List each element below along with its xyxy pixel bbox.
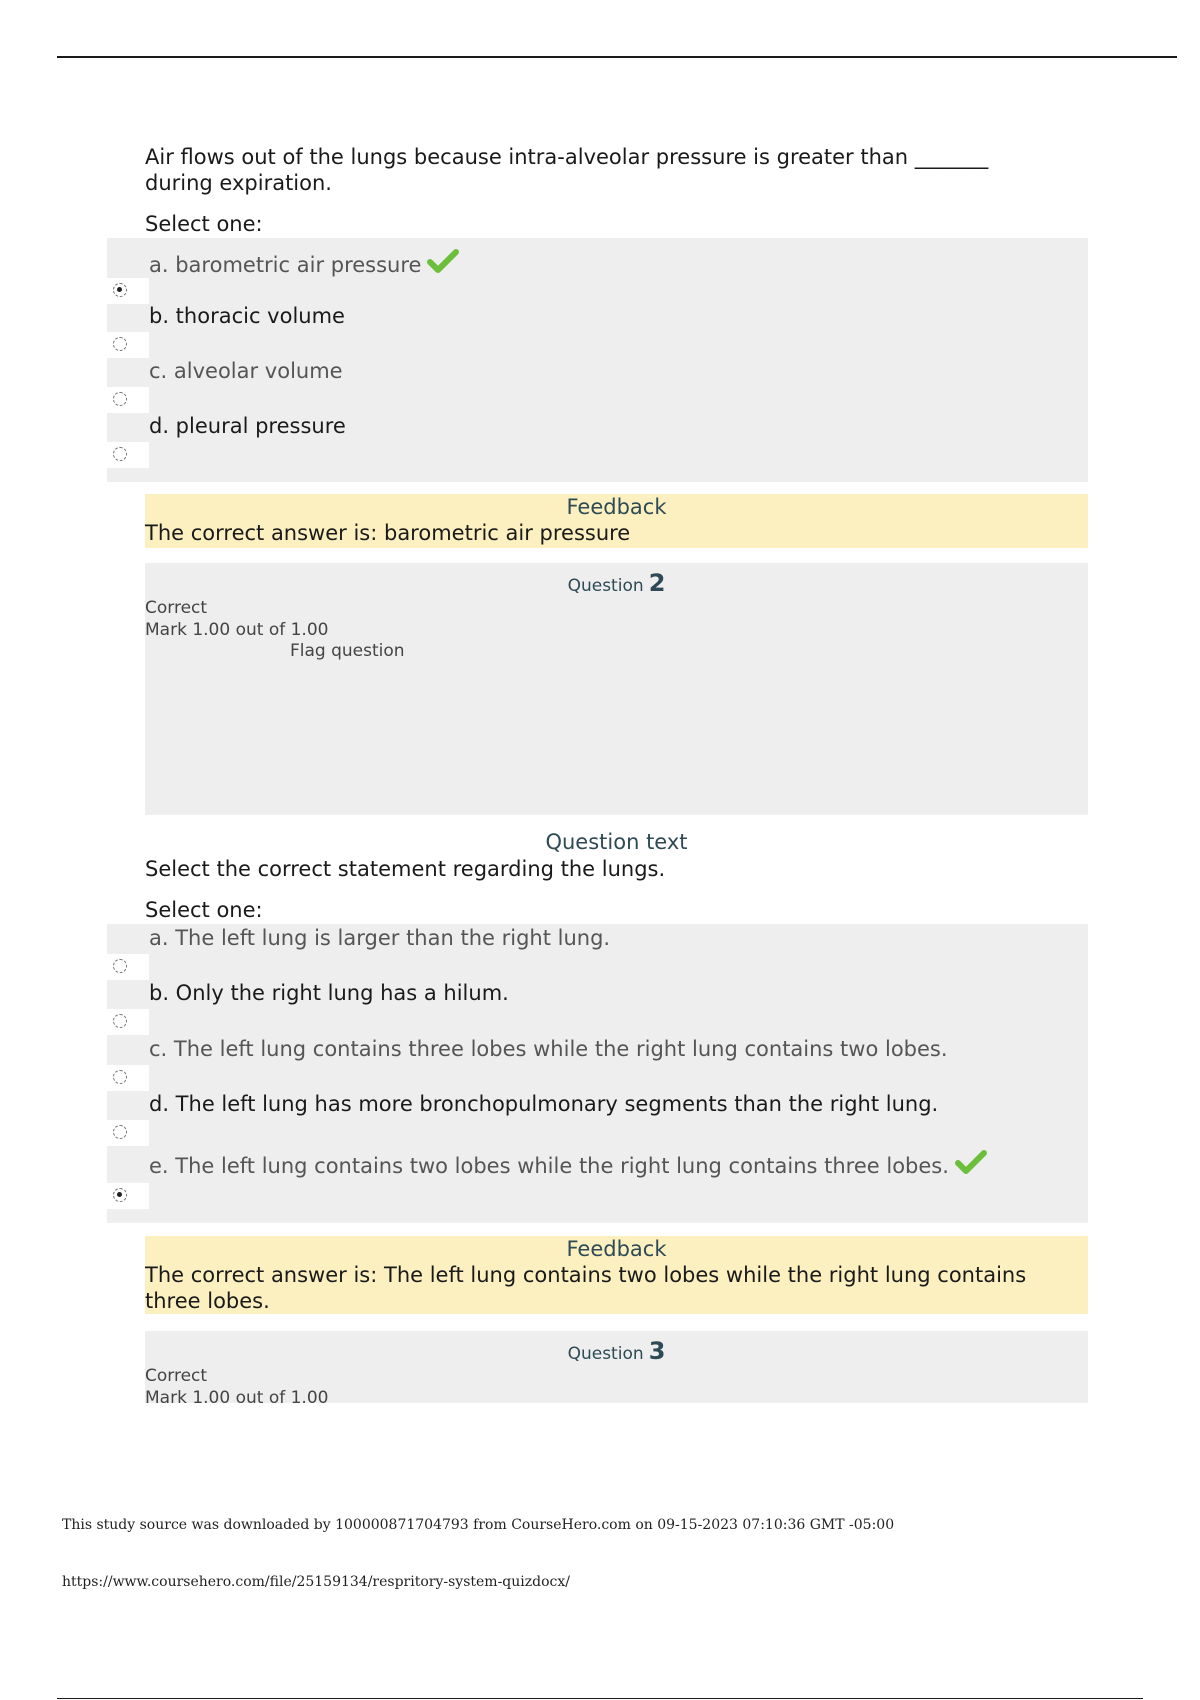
feedback-text: The correct answer is: barometric air pressure: [145, 521, 631, 545]
question-state: Correct: [145, 598, 208, 618]
q2-option-e[interactable]: [107, 1149, 1088, 1211]
q2-radio-d[interactable]: [113, 1125, 127, 1139]
question-1-answer-box: [107, 238, 1088, 482]
q2-option-c[interactable]: [107, 1035, 1088, 1091]
feedback-text: The correct answer is: The left lung contains two lobes while the right lung contains three lobes.: [145, 1263, 1027, 1313]
q1-option-d[interactable]: [107, 412, 1088, 468]
q2-option-c-label: c. The left lung contains three lobes while the right lung contains two lobes.: [149, 1037, 948, 1061]
q2-radio-b[interactable]: [113, 1014, 127, 1028]
check-icon: [955, 1149, 987, 1175]
q1-option-c[interactable]: [107, 357, 1088, 413]
q2-option-b[interactable]: [107, 979, 1088, 1035]
q1-option-c-label: c. alveolar volume: [149, 359, 343, 383]
download-note: This study source was downloaded by 100000871704793 from CourseHero.com on 09-15-2023 07:10:36 GMT -05:00: [62, 1517, 895, 1533]
question-number: 2: [648, 569, 666, 597]
source-url[interactable]: https://www.coursehero.com/file/25159134/respritory-system-quizdocx/: [62, 1574, 570, 1590]
question-2-heading: Question 2: [567, 569, 666, 597]
feedback-title: Feedback: [566, 495, 667, 519]
question-2-answer-box: [107, 924, 1088, 1223]
q2-option-e-label: e. The left lung contains two lobes while the right lung contains three lobes.: [149, 1149, 987, 1180]
question-3-info: [145, 1331, 1088, 1408]
check-icon: [427, 248, 459, 274]
flag-question-link[interactable]: Flag question: [290, 641, 405, 661]
q2-option-d[interactable]: [107, 1090, 1088, 1146]
question-1-select-label: Select one:: [145, 212, 263, 236]
question-2-text: Select the correct statement regarding the lungs.: [145, 857, 666, 881]
top-rule: [57, 56, 1177, 58]
question-2-info: [145, 563, 1088, 815]
q1-option-d-label: d. pleural pressure: [149, 414, 346, 438]
q1-option-a-label: a. barometric air pressure: [149, 248, 459, 279]
question-number: 3: [648, 1337, 666, 1365]
question-3-heading: Question 3: [567, 1337, 666, 1365]
q1-option-a[interactable]: [107, 248, 1088, 304]
q2-option-d-label: d. The left lung has more bronchopulmonary segments than the right lung.: [149, 1092, 939, 1116]
q1-option-b[interactable]: [107, 302, 1088, 358]
q2-radio-c[interactable]: [113, 1070, 127, 1084]
question-state: Correct: [145, 1366, 208, 1386]
q2-radio-e[interactable]: [113, 1188, 127, 1202]
question-mark: Mark 1.00 out of 1.00: [145, 1388, 329, 1408]
question-text-heading: Question text: [545, 830, 688, 854]
question-mark: Mark 1.00 out of 1.00: [145, 620, 329, 640]
q2-option-a[interactable]: [107, 924, 1088, 980]
feedback-title: Feedback: [566, 1237, 667, 1261]
question-2-feedback: [145, 1236, 1088, 1314]
q1-radio-d[interactable]: [113, 447, 127, 461]
question-1-feedback: [145, 494, 1088, 548]
q2-option-a-label: a. The left lung is larger than the right lung.: [149, 926, 611, 950]
question-1-text: Air flows out of the lungs because intra-alveolar pressure is greater than _______ during expiration.: [145, 145, 989, 195]
q2-option-b-label: b. Only the right lung has a hilum.: [149, 981, 509, 1005]
q2-radio-a[interactable]: [113, 959, 127, 973]
q1-radio-a[interactable]: [113, 283, 127, 297]
q1-option-b-label: b. thoracic volume: [149, 304, 345, 328]
q1-radio-c[interactable]: [113, 392, 127, 406]
q1-radio-b[interactable]: [113, 337, 127, 351]
bottom-rule: [57, 1698, 1143, 1699]
question-2-select-label: Select one:: [145, 898, 263, 922]
